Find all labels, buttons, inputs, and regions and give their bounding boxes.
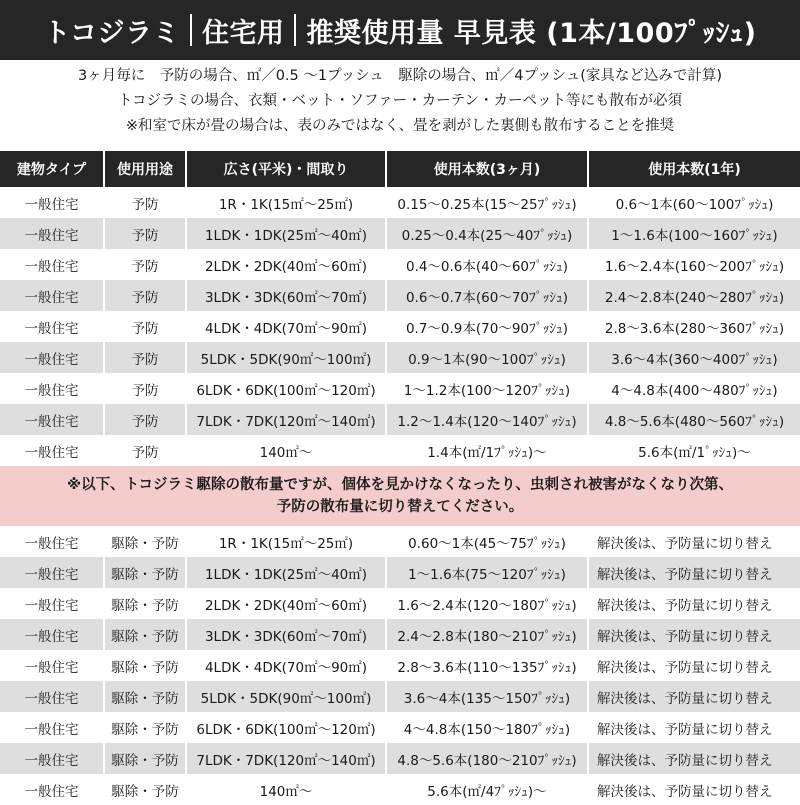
cell-usage-1year: 2.8〜3.6本(280〜360ﾌﾟｯｼｭ): [588, 311, 800, 342]
cell-building-type: 一般住宅: [0, 218, 104, 249]
usage-table: [0, 151, 800, 805]
table-row: [0, 342, 800, 373]
cell-area: 140㎡〜: [186, 435, 386, 466]
cell-purpose: 予防: [104, 342, 186, 373]
cell-area: 1LDK・1DK(25㎡〜40㎡): [186, 557, 386, 588]
cell-purpose: 駆除・予防: [104, 557, 186, 588]
cell-building-type: 一般住宅: [0, 342, 104, 373]
cell-area: 4LDK・4DK(70㎡〜90㎡): [186, 311, 386, 342]
title-separator: [190, 14, 192, 46]
cell-building-type: 一般住宅: [0, 435, 104, 466]
title-part-target: 住宅用: [201, 17, 285, 49]
cell-purpose: 予防: [104, 187, 186, 218]
cell-building-type: 一般住宅: [0, 526, 104, 557]
table-row: [0, 218, 800, 249]
cell-purpose: 駆除・予防: [104, 588, 186, 619]
cell-purpose: 予防: [104, 280, 186, 311]
cell-purpose: 予防: [104, 311, 186, 342]
cell-area: 3LDK・3DK(60㎡〜70㎡): [186, 619, 386, 650]
cell-building-type: 一般住宅: [0, 187, 104, 218]
cell-building-type: 一般住宅: [0, 280, 104, 311]
cell-usage-1year: 0.6〜1本(60〜100ﾌﾟｯｼｭ): [588, 187, 800, 218]
title-part-product: トコジラミ: [43, 17, 180, 49]
cell-usage-3months: 1〜1.2本(100〜120ﾌﾟｯｼｭ): [386, 373, 588, 404]
table-row: [0, 404, 800, 435]
cell-area: 1R・1K(15㎡〜25㎡): [186, 526, 386, 557]
header-purpose: 使用用途: [104, 151, 186, 187]
notice-section: [0, 466, 800, 526]
table-row: [0, 249, 800, 280]
cell-usage-3months: 4〜4.8本(150〜180ﾌﾟｯｼｭ): [386, 712, 588, 743]
cell-usage-1year: 解決後は、予防量に切り替え: [588, 743, 800, 774]
note-line: ※和室で床が畳の場合は、表のみではなく、畳を剥がした裏側も散布することを推奨: [125, 118, 675, 134]
cell-usage-1year: 解決後は、予防量に切り替え: [588, 557, 800, 588]
title-separator: [294, 14, 296, 46]
cell-building-type: 一般住宅: [0, 404, 104, 435]
cell-area: 7LDK・7DK(120㎡〜140㎡): [186, 404, 386, 435]
cell-usage-1year: 2.4〜2.8本(240〜280ﾌﾟｯｼｭ): [588, 280, 800, 311]
cell-area: 1R・1K(15㎡〜25㎡): [186, 187, 386, 218]
table-row: [0, 650, 800, 681]
cell-area: 4LDK・4DK(70㎡〜90㎡): [186, 650, 386, 681]
cell-area: 5LDK・5DK(90㎡〜100㎡): [186, 681, 386, 712]
cell-usage-1year: 解決後は、予防量に切り替え: [588, 712, 800, 743]
cell-building-type: 一般住宅: [0, 373, 104, 404]
header-usage-1year: 使用本数(1年): [588, 151, 800, 187]
cell-purpose: 予防: [104, 218, 186, 249]
cell-usage-3months: 1〜1.6本(75〜120ﾌﾟｯｼｭ): [386, 557, 588, 588]
notice-cell: [0, 466, 800, 526]
cell-usage-3months: 1.2〜1.4本(120〜140ﾌﾟｯｼｭ): [386, 404, 588, 435]
cell-area: 1LDK・1DK(25㎡〜40㎡): [186, 218, 386, 249]
header-area: 広さ(平米)・間取り: [186, 151, 386, 187]
cell-building-type: 一般住宅: [0, 743, 104, 774]
cell-usage-1year: 解決後は、予防量に切り替え: [588, 681, 800, 712]
page-title: [0, 0, 800, 60]
table-row: [0, 743, 800, 774]
cell-purpose: 駆除・予防: [104, 712, 186, 743]
cell-usage-1year: 解決後は、予防量に切り替え: [588, 588, 800, 619]
table-row: [0, 311, 800, 342]
cell-building-type: 一般住宅: [0, 557, 104, 588]
cell-purpose: 駆除・予防: [104, 681, 186, 712]
cell-area: 2LDK・2DK(40㎡〜60㎡): [186, 249, 386, 280]
title-part-table-name: 推奨使用量 早見表 (1本/100ﾌﾟｯｼｭ): [306, 17, 757, 49]
header-usage-3months: 使用本数(3ヶ月): [386, 151, 588, 187]
cell-usage-3months: 2.4〜2.8本(180〜210ﾌﾟｯｼｭ): [386, 619, 588, 650]
notice-row: [0, 466, 800, 526]
cell-building-type: 一般住宅: [0, 712, 104, 743]
header-building-type: 建物タイプ: [0, 151, 104, 187]
cell-purpose: 駆除・予防: [104, 526, 186, 557]
cell-purpose: 予防: [104, 249, 186, 280]
cell-usage-1year: 1.6〜2.4本(160〜200ﾌﾟｯｼｭ): [588, 249, 800, 280]
table-row: [0, 619, 800, 650]
cell-usage-1year: 4〜4.8本(400〜480ﾌﾟｯｼｭ): [588, 373, 800, 404]
cell-purpose: 予防: [104, 404, 186, 435]
cell-usage-3months: 0.25〜0.4本(25〜40ﾌﾟｯｼｭ): [386, 218, 588, 249]
cell-usage-1year: 解決後は、予防量に切り替え: [588, 619, 800, 650]
cell-usage-3months: 0.6〜0.7本(60〜70ﾌﾟｯｼｭ): [386, 280, 588, 311]
extermination-rows: [0, 526, 800, 805]
cell-building-type: 一般住宅: [0, 774, 104, 805]
table-row: [0, 435, 800, 466]
cell-usage-3months: 0.15〜0.25本(15〜25ﾌﾟｯｼｭ): [386, 187, 588, 218]
cell-usage-1year: 解決後は、予防量に切り替え: [588, 526, 800, 557]
note-line: トコジラミの場合、衣類・ベット・ソファー・カーテン・カーペット等にも散布が必須: [118, 93, 682, 109]
cell-usage-1year: 4.8〜5.6本(480〜560ﾌﾟｯｼｭ): [588, 404, 800, 435]
cell-area: 5LDK・5DK(90㎡〜100㎡): [186, 342, 386, 373]
cell-area: 6LDK・6DK(100㎡〜120㎡): [186, 712, 386, 743]
cell-usage-3months: 0.60〜1本(45〜75ﾌﾟｯｼｭ): [386, 526, 588, 557]
notice-line: 予防の散布量に切り替えてください。: [276, 499, 524, 515]
cell-usage-3months: 1.4本(㎡/1ﾌﾟｯｼｭ)〜: [386, 435, 588, 466]
cell-building-type: 一般住宅: [0, 619, 104, 650]
cell-purpose: 駆除・予防: [104, 619, 186, 650]
cell-usage-3months: 1.6〜2.4本(120〜180ﾌﾟｯｼｭ): [386, 588, 588, 619]
cell-usage-3months: 5.6本(㎡/4ﾌﾟｯｼｭ)〜: [386, 774, 588, 805]
cell-purpose: 駆除・予防: [104, 650, 186, 681]
cell-usage-3months: 0.4〜0.6本(40〜60ﾌﾟｯｼｭ): [386, 249, 588, 280]
table-row: [0, 280, 800, 311]
table-row: [0, 557, 800, 588]
cell-usage-3months: 3.6〜4本(135〜150ﾌﾟｯｼｭ): [386, 681, 588, 712]
cell-purpose: 予防: [104, 373, 186, 404]
prevention-rows: [0, 187, 800, 466]
table-row: [0, 681, 800, 712]
cell-usage-1year: 解決後は、予防量に切り替え: [588, 650, 800, 681]
table-row: [0, 774, 800, 805]
cell-usage-3months: 0.9〜1本(90〜100ﾌﾟｯｼｭ): [386, 342, 588, 373]
cell-building-type: 一般住宅: [0, 311, 104, 342]
cell-area: 7LDK・7DK(120㎡〜140㎡): [186, 743, 386, 774]
cell-building-type: 一般住宅: [0, 650, 104, 681]
cell-building-type: 一般住宅: [0, 249, 104, 280]
table-row: [0, 373, 800, 404]
note-line: 3ヶ月毎に 予防の場合、㎡／0.5 〜1プッシュ 駆除の場合、㎡／4プッシュ(家具など込みで計算): [77, 68, 723, 84]
cell-area: 6LDK・6DK(100㎡〜120㎡): [186, 373, 386, 404]
cell-building-type: 一般住宅: [0, 681, 104, 712]
table-row: [0, 526, 800, 557]
cell-usage-1year: 1〜1.6本(100〜160ﾌﾟｯｼｭ): [588, 218, 800, 249]
table-row: [0, 588, 800, 619]
usage-notes: [0, 64, 800, 139]
cell-usage-1year: 解決後は、予防量に切り替え: [588, 774, 800, 805]
table-header-row: [0, 151, 800, 187]
cell-purpose: 駆除・予防: [104, 743, 186, 774]
cell-usage-3months: 0.7〜0.9本(70〜90ﾌﾟｯｼｭ): [386, 311, 588, 342]
cell-area: 140㎡〜: [186, 774, 386, 805]
notice-line: ※以下、トコジラミ駆除の散布量ですが、個体を見かけなくなったり、虫刺され被害がなくなり次第、: [66, 477, 733, 493]
cell-area: 2LDK・2DK(40㎡〜60㎡): [186, 588, 386, 619]
cell-purpose: 予防: [104, 435, 186, 466]
cell-area: 3LDK・3DK(60㎡〜70㎡): [186, 280, 386, 311]
table-row: [0, 187, 800, 218]
cell-usage-1year: 3.6〜4本(360〜400ﾌﾟｯｼｭ): [588, 342, 800, 373]
cell-building-type: 一般住宅: [0, 588, 104, 619]
cell-purpose: 駆除・予防: [104, 774, 186, 805]
cell-usage-3months: 4.8〜5.6本(180〜210ﾌﾟｯｼｭ): [386, 743, 588, 774]
cell-usage-1year: 5.6本(㎡/1ﾟｯｼｭ)〜: [588, 435, 800, 466]
cell-usage-3months: 2.8〜3.6本(110〜135ﾌﾟｯｼｭ): [386, 650, 588, 681]
table-row: [0, 712, 800, 743]
